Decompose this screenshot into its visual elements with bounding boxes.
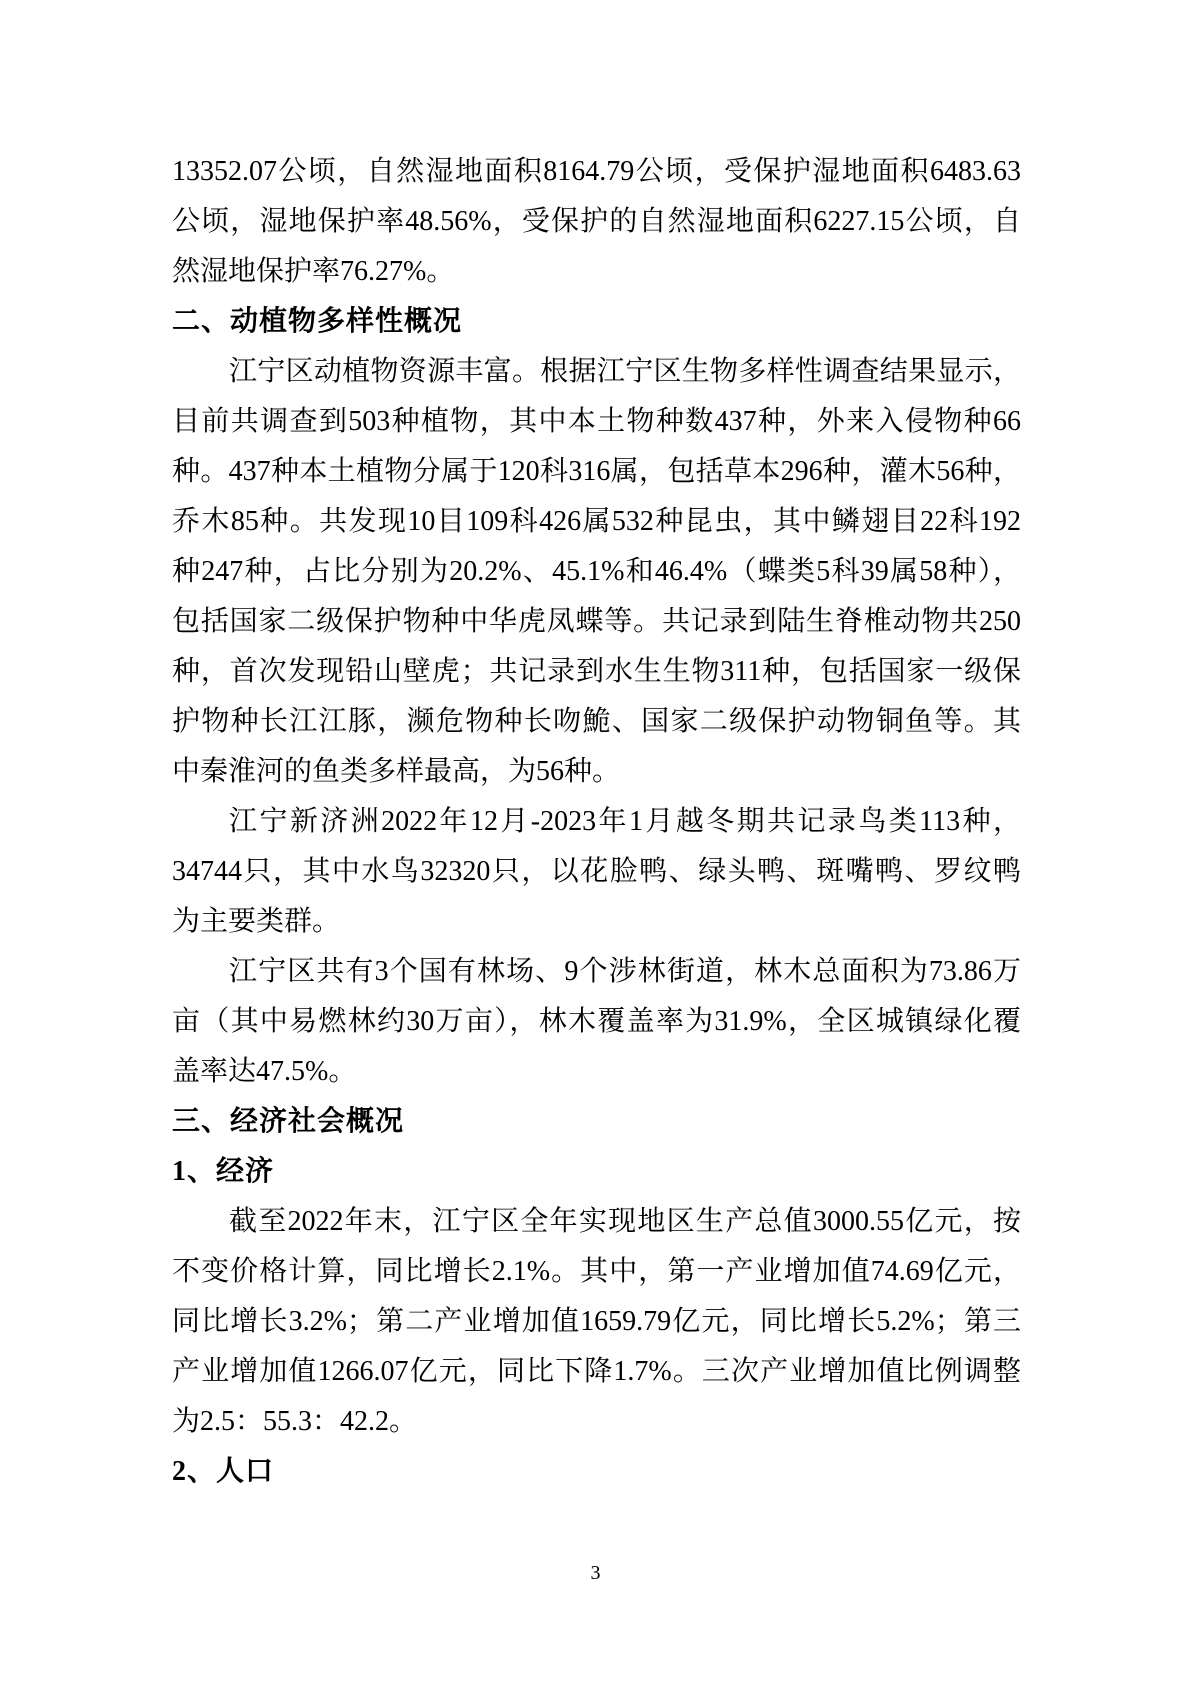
paragraph-text-line: 目前共调查到503种植物，其中本土物种数437种，外来入侵物种66 [172,406,1021,437]
paragraph-text-line: 江宁区共有3个国有林场、9个涉林街道，林木总面积为73.86万 [229,956,1021,987]
section-heading: 三、经济社会概况 [172,1106,405,1137]
paragraph-text-line: 产业增加值1266.07亿元，同比下降1.7%。三次产业增加值比例调整 [172,1356,1021,1387]
paragraph-text-line: 为2.5：55.3：42.2。 [172,1406,418,1437]
paragraph-text-line: 江宁区动植物资源丰富。根据江宁区生物多样性调查结果显示， [229,356,1021,387]
paragraph-text-line: 13352.07公顷，自然湿地面积8164.79公顷，受保护湿地面积6483.63 [172,156,1021,187]
paragraph-text-line: 盖率达47.5%。 [172,1056,357,1087]
paragraph-text-line: 不变价格计算，同比增长2.1%。其中，第一产业增加值74.69亿元， [172,1256,1021,1287]
paragraph-text-line: 同比增长3.2%；第二产业增加值1659.79亿元，同比增长5.2%；第三 [172,1306,1021,1337]
paragraph-text-line: 亩（其中易燃林约30万亩），林木覆盖率为31.9%，全区城镇绿化覆 [172,1006,1021,1037]
paragraph-text-line: 江宁新济洲2022年12月-2023年1月越冬期共记录鸟类113种， [229,806,1021,837]
section-heading: 二、动植物多样性概况 [172,306,463,337]
paragraph-text-line: 34744只，其中水鸟32320只，以花脸鸭、绿头鸭、斑嘴鸭、罗纹鸭 [172,856,1021,887]
paragraph-text-line: 然湿地保护率76.27%。 [172,256,455,287]
paragraph-text-line: 截至2022年末，江宁区全年实现地区生产总值3000.55亿元，按 [229,1206,1021,1237]
paragraph-text-line: 乔木85种。共发现10目109科426属532种昆虫，其中鳞翅目22科192 [172,506,1021,537]
paragraph-text-line: 中秦淮河的鱼类多样最高，为56种。 [172,756,621,787]
section-heading: 1、经济 [172,1156,275,1187]
paragraph-text-line: 公顷，湿地保护率48.56%，受保护的自然湿地面积6227.15公顷，自 [172,206,1021,237]
paragraph-text-line: 种247种，占比分别为20.2%、45.1%和46.4%（蝶类5科39属58种）， [172,556,1021,587]
paragraph-text-line: 种，首次发现铅山壁虎；共记录到水生生物311种，包括国家一级保 [172,656,1021,687]
paragraph-text-line: 种。437种本土植物分属于120科316属，包括草本296种，灌木56种， [172,456,1021,487]
document-body [172,147,1021,1497]
page-number: 3 [590,1562,601,1584]
paragraph-text-line: 为主要类群。 [172,906,341,937]
section-heading: 2、人口 [172,1456,275,1487]
paragraph-text-line: 包括国家二级保护物种中华虎凤蝶等。共记录到陆生脊椎动物共250 [172,606,1021,637]
paragraph-text-line: 护物种长江江豚，濒危物种长吻鮠、国家二级保护动物铜鱼等。其 [172,706,1021,737]
